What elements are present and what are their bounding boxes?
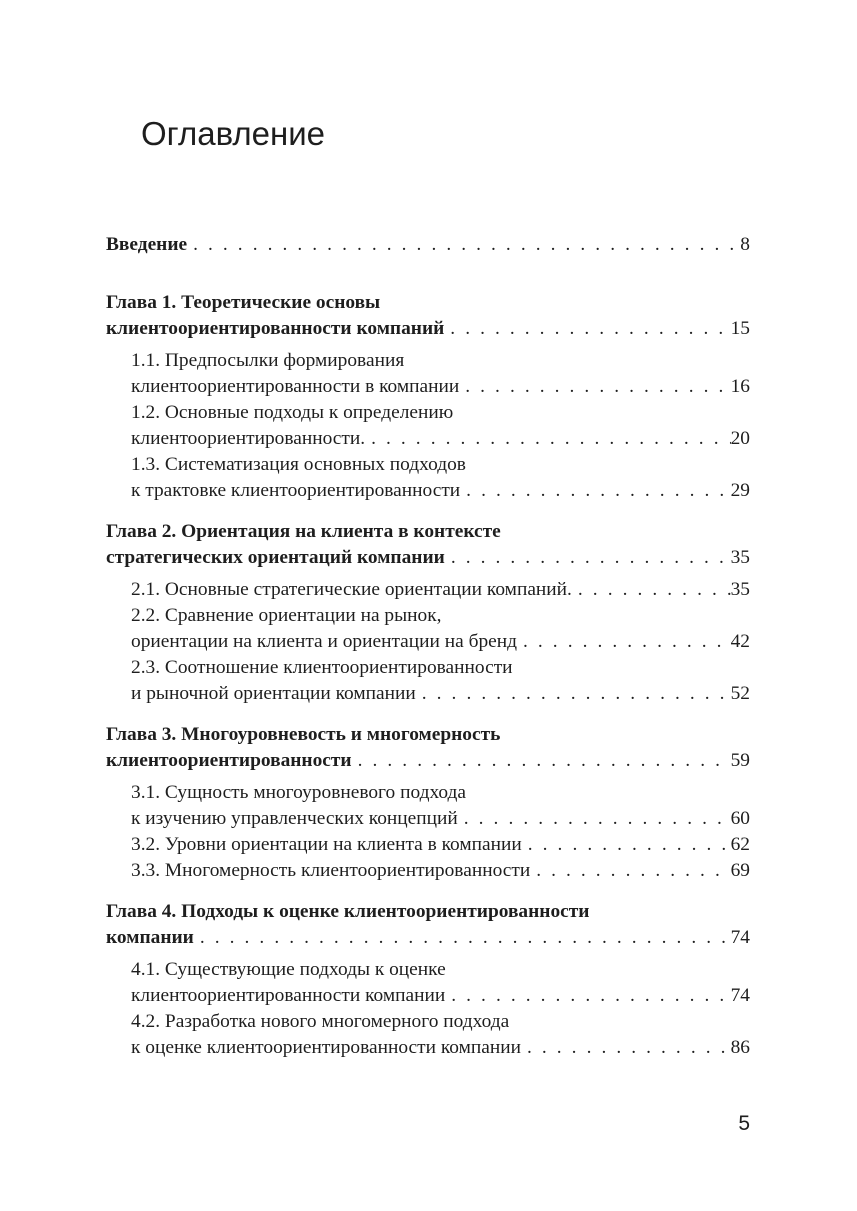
toc-chapter-title-line1: Глава 3. Многоуровневость и многомерность	[106, 724, 501, 745]
toc-section-3-3[interactable]	[131, 858, 750, 884]
toc-section-title-line1: 2.3. Соотношение клиентоориентированности	[131, 657, 513, 678]
toc-section-3-2[interactable]	[131, 832, 750, 858]
toc-section-title-line2: ориентации на клиента и ориентации на бренд	[131, 631, 518, 652]
toc-page-number: 29	[730, 480, 750, 501]
page-title: Оглавление	[141, 115, 325, 152]
toc-section-4-2[interactable]	[131, 1009, 750, 1061]
toc-section-title-line1: 4.1. Существующие подходы к оценке	[131, 959, 446, 980]
toc-section-title-line1: 4.2. Разработка нового многомерного подхода	[131, 1011, 510, 1032]
toc-page-number: 62	[730, 834, 750, 855]
toc-section-1-1[interactable]	[131, 348, 750, 400]
toc-page-number: 15	[730, 318, 750, 339]
toc-section-title-line1: 2.2. Сравнение ориентации на рынок,	[131, 605, 442, 626]
dot-leader	[445, 983, 730, 1009]
toc-chapter-title-line1: Глава 2. Ориентация на клиента в контексте	[106, 521, 501, 542]
toc-page-number: 35	[730, 547, 750, 568]
toc-chapter-2[interactable]	[106, 519, 750, 571]
toc-chapter-title-line1: Глава 1. Теоретические основы	[106, 292, 381, 313]
dot-leader	[444, 316, 730, 342]
toc-section-1-3[interactable]	[131, 452, 750, 504]
toc-entry-introduction[interactable]	[106, 232, 750, 258]
dot-leader	[187, 232, 740, 258]
dot-leader	[517, 629, 731, 655]
toc-section-title-line2: 2.1. Основные стратегические ориентации компаний.	[131, 579, 572, 600]
toc-section-title-line2: 3.3. Многомерность клиентоориентированности	[131, 860, 531, 881]
toc-page-number: 35	[730, 579, 750, 600]
toc-section-2-2[interactable]	[131, 603, 750, 655]
toc-page-number: 74	[730, 985, 750, 1006]
toc-page-number: 52	[730, 683, 750, 704]
toc-chapter-title-line2: стратегических ориентаций компании	[106, 547, 445, 568]
toc-section-title-line2: и рыночной ориентации компании	[131, 683, 416, 704]
toc-page-number: 86	[730, 1037, 750, 1058]
toc-chapter-title-line1: Глава 4. Подходы к оценке клиентоориентированности	[106, 901, 590, 922]
table-of-contents	[106, 232, 750, 1061]
dot-leader	[416, 681, 731, 707]
toc-section-1-2[interactable]	[131, 400, 750, 452]
dot-leader	[522, 832, 731, 858]
toc-chapter-3[interactable]	[106, 722, 750, 774]
toc-section-title-line2: клиентоориентированности компании	[131, 985, 446, 1006]
dot-leader	[572, 577, 731, 603]
toc-section-title-line1: 1.3. Систематизация основных подходов	[131, 454, 466, 475]
toc-chapter-title-line2: компании	[106, 927, 194, 948]
toc-section-title-line2: 3.2. Уровни ориентации на клиента в компании	[131, 834, 522, 855]
dot-leader	[460, 478, 730, 504]
dot-leader	[365, 426, 731, 452]
toc-page-number: 42	[730, 631, 750, 652]
toc-chapter-title-line2: клиентоориентированности компаний	[106, 318, 445, 339]
toc-page-number: 8	[740, 234, 750, 255]
toc-section-4-1[interactable]	[131, 957, 750, 1009]
toc-page-number: 16	[730, 376, 750, 397]
dot-leader	[194, 925, 731, 951]
toc-section-title-line1: 1.1. Предпосылки формирования	[131, 350, 405, 371]
toc-page-number: 74	[730, 927, 750, 948]
dot-leader	[521, 1035, 731, 1061]
dot-leader	[458, 806, 731, 832]
toc-chapter-title-line2: клиентоориентированности	[106, 750, 352, 771]
toc-entry-text: Введение	[106, 234, 188, 255]
dot-leader	[530, 858, 730, 884]
toc-chapter-1[interactable]	[106, 290, 750, 342]
toc-page-number: 59	[730, 750, 750, 771]
toc-section-title-line2: к оценке клиентоориентированности компании	[131, 1037, 521, 1058]
toc-page-number: 20	[730, 428, 750, 449]
toc-section-title-line2: к трактовке клиентоориентированности	[131, 480, 461, 501]
toc-section-title-line1: 1.2. Основные подходы к определению	[131, 402, 454, 423]
toc-section-title-line2: к изучению управленческих концепций	[131, 808, 458, 829]
toc-section-title-line1: 3.1. Сущность многоуровневого подхода	[131, 782, 467, 803]
dot-leader	[459, 374, 730, 400]
toc-section-2-1[interactable]	[131, 577, 750, 603]
toc-section-title-line2: клиентоориентированности.	[131, 428, 366, 449]
toc-section-title-line2: клиентоориентированности в компании	[131, 376, 460, 397]
toc-section-2-3[interactable]	[131, 655, 750, 707]
page-number: 5	[738, 1112, 750, 1135]
toc-chapter-4[interactable]	[106, 899, 750, 951]
toc-page-number: 69	[730, 860, 750, 881]
dot-leader	[352, 748, 731, 774]
toc-section-3-1[interactable]	[131, 780, 750, 832]
toc-page-number: 60	[730, 808, 750, 829]
dot-leader	[445, 545, 731, 571]
